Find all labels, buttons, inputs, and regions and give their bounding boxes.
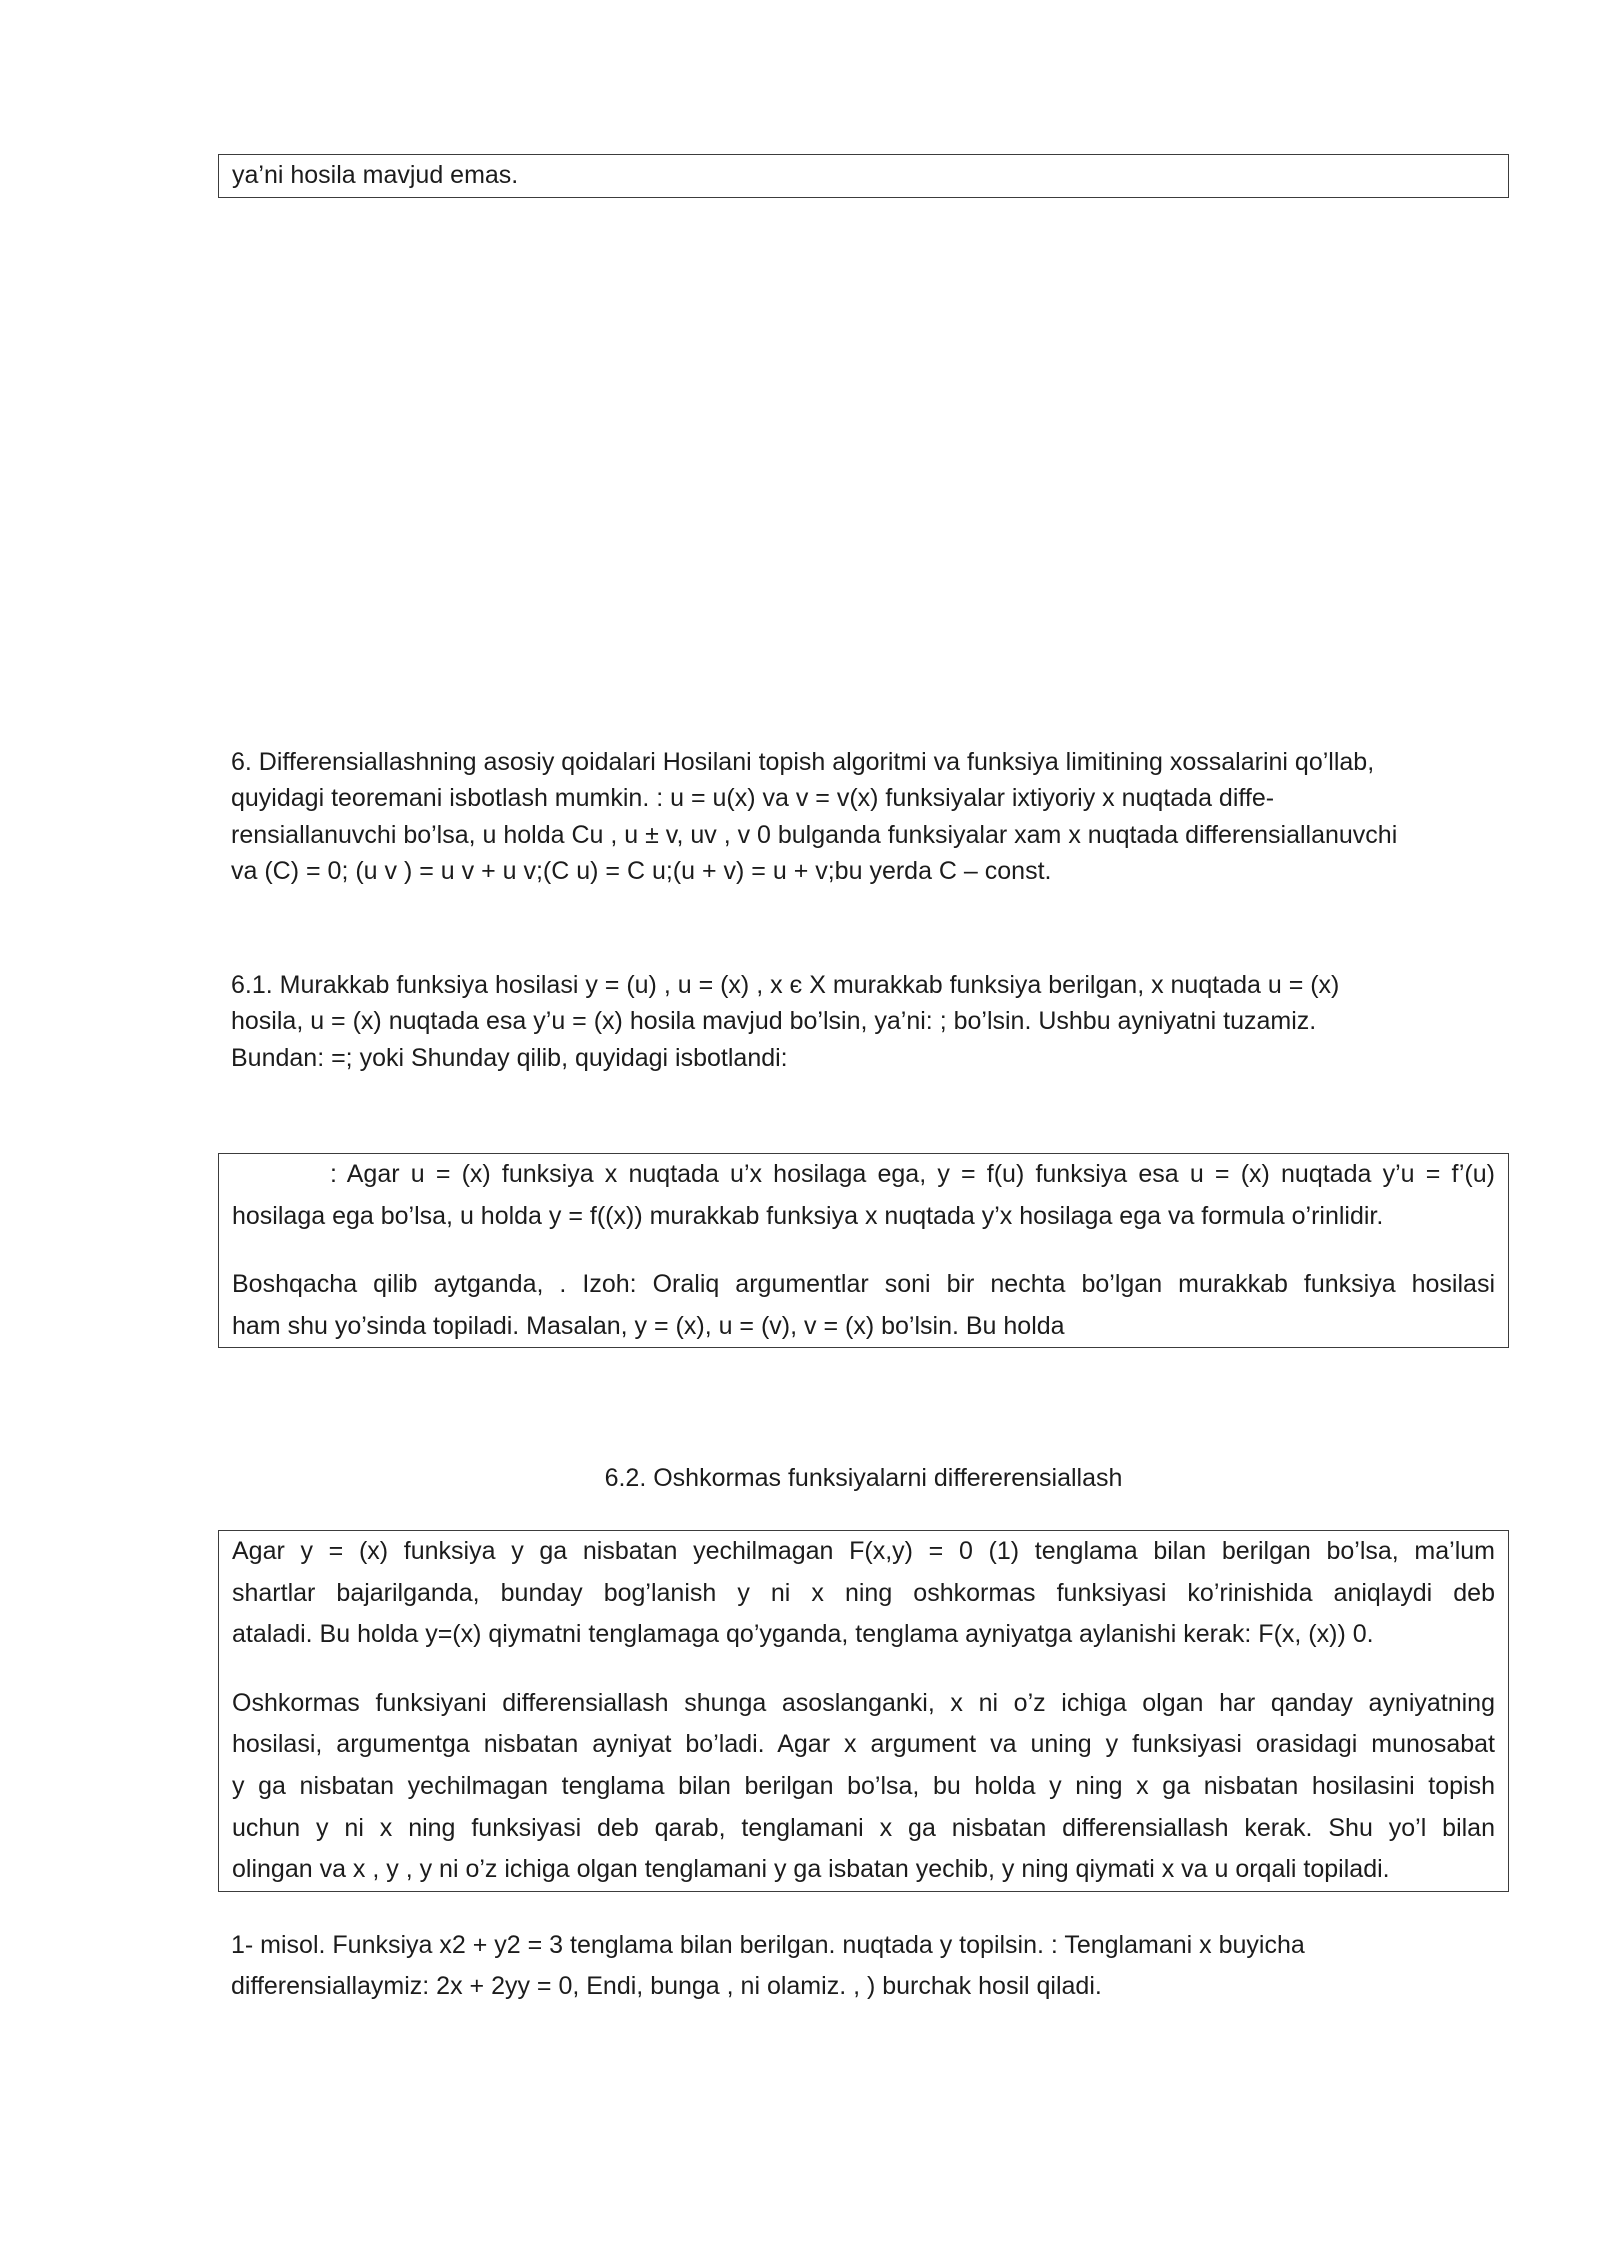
definition-paragraph — [232, 1531, 1495, 1656]
section-heading: 6.2. Oshkormas funksiyalarni differerensiallash — [604, 1464, 1123, 1492]
paragraph-line: hosila, u = (x) nuqtada esa y’u = (x) hosila mavjud bo’lsin, ya’ni: ; bo’lsin. Ushbu ayniyatni tuzamiz. — [231, 1007, 1317, 1036]
framed-text-box — [218, 154, 1509, 198]
paragraph-line: va (C) = 0; (u v ) = u v + u v;(C u) = C u;(u + v) = u + v;bu yerda C – const. — [231, 857, 1052, 886]
paragraph-line: shartlar bajarilganda, bunday bog’lanish y ni x ning oshkormas funksiyasi ko’rinishida aniqlaydi deb — [232, 1578, 1495, 1607]
remark-paragraph — [232, 1264, 1495, 1347]
paragraph-line: 6.1. Murakkab funksiya hosilasi y = (u) , u = (x) , x є X murakkab funksiya berilgan, x nuqtada u = (x) — [231, 971, 1340, 999]
paragraph-line: ataladi. Bu holda y=(x) qiymatni tenglamaga qo’yganda, tenglama ayniyatga aylanishi kerak: F(x, (x)) 0. — [232, 1620, 1374, 1649]
paragraph-line: hosilasi, argumentga nisbatan ayniyat bo’ladi. Agar x argument va uning y funksiyasi orasidagi munosabat — [232, 1730, 1495, 1759]
paragraph-line: uchun y ni x ning funksiyasi deb qarab, tenglamani x ga nisbatan differensiallash kerak. Shu yo’l bilan — [232, 1813, 1495, 1842]
theorem-paragraph — [232, 1154, 1495, 1237]
paragraph-line: Agar y = (x) funksiya y ga nisbatan yechilmagan F(x,y) = 0 (1) tenglama bilan berilgan bo’lsa, ma’lum — [232, 1537, 1495, 1565]
method-paragraph — [232, 1683, 1495, 1891]
paragraph-line: : Agar u = (x) funksiya x nuqtada u’x hosilaga ega, y = f(u) funksiya esa u = (x) nuqtada y’u = f’(u) — [330, 1160, 1495, 1188]
paragraph-line: Boshqacha qilib aytganda, . Izoh: Oraliq argumentlar soni bir nechta bo’lgan murakkab funksiya hosilasi — [232, 1270, 1495, 1299]
implicit-function-box — [218, 1530, 1509, 1892]
paragraph-line: 6. Differensiallashning asosiy qoidalari Hosilani topish algoritmi va funksiya limitining xossalarini qo’llab, — [231, 748, 1375, 776]
paragraph-line: Oshkormas funksiyani differensiallash shunga asoslanganki, x ni o’z ichiga olgan har qanday ayniyatning — [232, 1688, 1495, 1717]
paragraph-line: 1- misol. Funksiya x2 + y2 = 3 tenglama bilan berilgan. nuqtada y topilsin. : Tenglamani x buyicha — [231, 1931, 1305, 1959]
paragraph-line: hosilaga ega bo’lsa, u holda y = f((x)) murakkab funksiya x nuqtada y’x hosilaga ega va formula o’rinlidir. — [232, 1201, 1384, 1230]
paragraph-line: olingan va x , y , y ni o’z ichiga olgan tenglamani y ga isbatan yechib, y ning qiymati x va u orqali topiladi. — [232, 1855, 1390, 1884]
paragraph-line: rensiallanuvchi bo’lsa, u holda Cu , u ± v, uv , v 0 bulganda funksiyalar xam x nuqtada differensiallanuvchi — [231, 820, 1398, 849]
paragraph-line: quyidagi teoremani isbotlash mumkin. : u = u(x) va v = v(x) funksiyalar ixtiyoriy x nuqtada diffe- — [231, 784, 1275, 813]
theorem-box — [218, 1153, 1509, 1348]
paragraph-line: y ga nisbatan yechilmagan tenglama bilan berilgan bo’lsa, bu holda y ning x ga nisbatan hosilasini topish — [232, 1771, 1495, 1800]
section-6-1-paragraph — [231, 967, 1495, 1076]
section-6-paragraph — [231, 744, 1495, 890]
paragraph-line: differensiallaymiz: 2x + 2yy = 0, Endi, bunga , ni olamiz. , ) burchak hosil qiladi. — [231, 1971, 1102, 2000]
paragraph-line: Bundan: =; yoki Shunday qilib, quyidagi isbotlandi: — [231, 1043, 788, 1072]
paragraph-line: ham shu yo’sinda topiladi. Masalan, y = (x), u = (v), v = (x) bo’lsin. Bu holda — [232, 1311, 1065, 1340]
box-text: ya’ni hosila mavjud emas. — [232, 161, 519, 189]
example-paragraph — [231, 1925, 1495, 2006]
